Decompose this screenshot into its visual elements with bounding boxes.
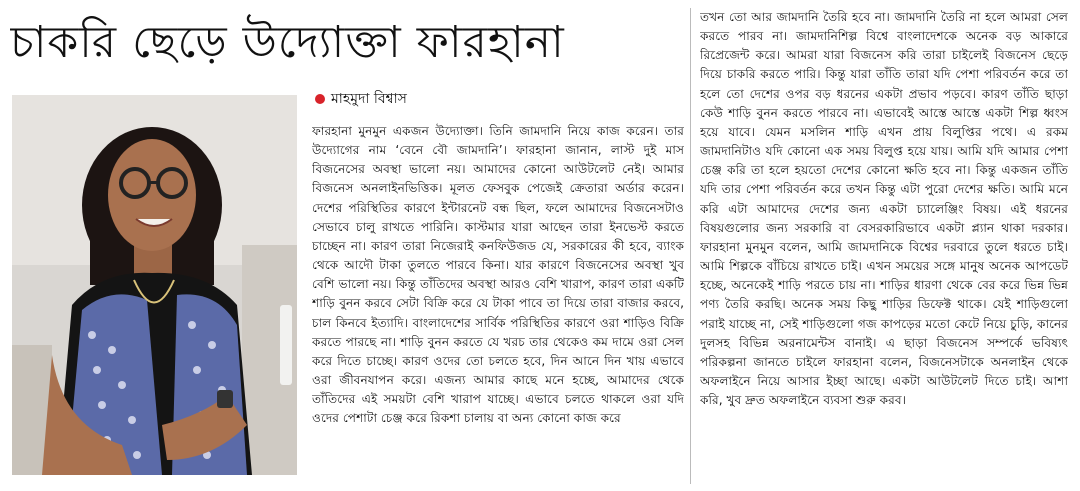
article-paragraph-right: তখন তো আর জামদানি তৈরি হবে না। জামদানি তৈরি না হলে আমরা সেল করতে পারব না। জামদানিশিল্প বিশ্বে বাংলাদেশকে অনেক বড় আকারে রিপ্রেজেন্ট করে। আমরা যারা বিজনেস করি তারা চাইলেই বিজনেস ছেড়ে দিয়ে চাকরি করতে পারি। কিন্তু যারা তাঁতি তারা যদি পেশা পরিবর্তন করে তা হলে তো দেশের ওপর বড় ধরনের একটা প্রভাব পড়বে। কারণ তাঁতি ছাড়া কেউ শাড়ি বুনন করতে পারবে না। এভাবেই আস্তে আস্তে একটা শিল্প ধ্বংস হয়ে যাবে। যেমন মসলিন শাড়ি এখন প্রায় বিলুপ্তির পথে। এ রকম জামদানিটাও যদি কোনো এক সময় বিলুপ্ত হয়ে যায়। আমি যদি আমার পেশা চেঞ্জ করি তা হলে হয়তো দেশের কোনো ক্ষতি হবে না। কিন্তু একজন তাঁতি যদি তার পেশা পরিবর্তন করে তখন কিন্তু এটা পুরো দেশের ক্ষতি। আমি মনে করি এটা আমাদের দেশের জন্য একটা চ্যালেঞ্জিং বিষয়। এই ধরনের বিষয়গুলোর জন্য সরকারি বা বেসরকারিভাবে একটা প্ল্যান থাকা দরকার। ফারহানা মুনমুন বলেন, আমি জামদানিকে বিশ্বের দরবারে তুলে ধরতে চাই। আমি শিল্পকে বাঁচিয়ে রাখতে চাই। এখন সময়ের সঙ্গে মানুষ অনেক আপডেট হচ্ছে, অনেকেই শাড়ি পরতে চায় না। শাড়ির ধারণা থেকে বের করে ভিন্ন ভিন্ন পণ্য তৈরি করছি। অনেক সময় কিছু শাড়ির ডিফেক্ট থাকে। যেই শাড়িগুলো পরাই যাচ্ছে না, সেই শাড়িগুলো গজ কাপড়ের মতো কেটে নিয়ে চুড়ি, কানের দুলসহ বিভিন্ন অরনামেন্টস বানাই। এ ছাড়া বিজনেস সম্পর্কে ভবিষ্যৎ পরিকল্পনা জানতে চাইলে ফারহানা বলেন, বিজনেসটাকে অনলাইন থেকে অফলাইনে নিয়ে আসার ইচ্ছা আছে। একটা আউটলেট দিতে চাই। আশা করি, খুব দ্রুত অফলাইনে ব্যবসা শুরু করব। <box>700 10 1068 408</box>
headline: চাকরি ছেড়ে উদ্যোক্তা ফারহানা <box>10 17 565 68</box>
portrait-photo <box>12 95 297 475</box>
author-name: মাহমুদা বিশ্বাস <box>331 91 407 107</box>
portrait-illustration <box>12 95 297 475</box>
article-body-right-column <box>700 8 1068 484</box>
byline <box>315 88 407 110</box>
article-body-left-column <box>312 122 684 484</box>
column-divider <box>690 8 691 484</box>
byline-bullet-icon <box>315 94 325 104</box>
article-paragraph-left: ফারহানা মুনমুন একজন উদ্যোক্তা। তিনি জামদানি নিয়ে কাজ করেন। তার উদ্যোগের নাম ‘বেনে বৌ জামদানি’। ফারহানা জানান, লাস্ট দুই মাস বিজনেসের অবস্থা ভালো নয়। আমাদের কোনো আউটলেট নেই। আমার বিজনেস অনলাইনভিত্তিক। মূলত ফেসবুক পেজেই ক্রেতারা অর্ডার করেন। দেশের পরিস্থিতির কারণে ইন্টারনেট বন্ধ ছিল, ফলে আমাদের বিজনেসটাও সেভাবে চালু রাখতে পারিনি। কাস্টমার যারা আছেন তারা ইনভেস্ট করতে চাচ্ছেন না। কারণ তারা নিজেরাই কনফিউজড যে, সরকারের কী হবে, ব্যাংক থেকে আদৌ টাকা তুলতে পারবে কিনা। যার কারণে বিজনেসের অবস্থা খুব বেশি ভালো নয়। কিন্তু তাঁতিদের অবস্থা আরও বেশি খারাপ, কারণ তারা একটি শাড়ি বুনন করবে সেটা বিক্রি করে যে টাকা পাবে তা দিয়ে তারা বাজার করবে, চাল কিনবে ইত্যাদি। বাংলাদেশের সার্বিক পরিস্থিতির কারণে ওরা শাড়িও বিক্রি করতে পারছে না। শাড়ি বুনন করতে যে খরচ তার থেকেও কম দামে ওরা সেল করে দিতে চাচ্ছে। কারণ ওদের তো চলতে হবে, দিন আনে দিন খায় এভাবে ওরা জীবনযাপন করে। এজন্য আমার কাছে মনে হচ্ছে, আমাদের থেকে তাঁতিদের এই সময়টা বেশি খারাপ যাচ্ছে। এভাবে চলতে থাকলে ওরা যদি ওদের পেশাটা চেঞ্জ করে রিকশা চালায় বা অন্য কোনো কাজ করে <box>312 124 684 426</box>
